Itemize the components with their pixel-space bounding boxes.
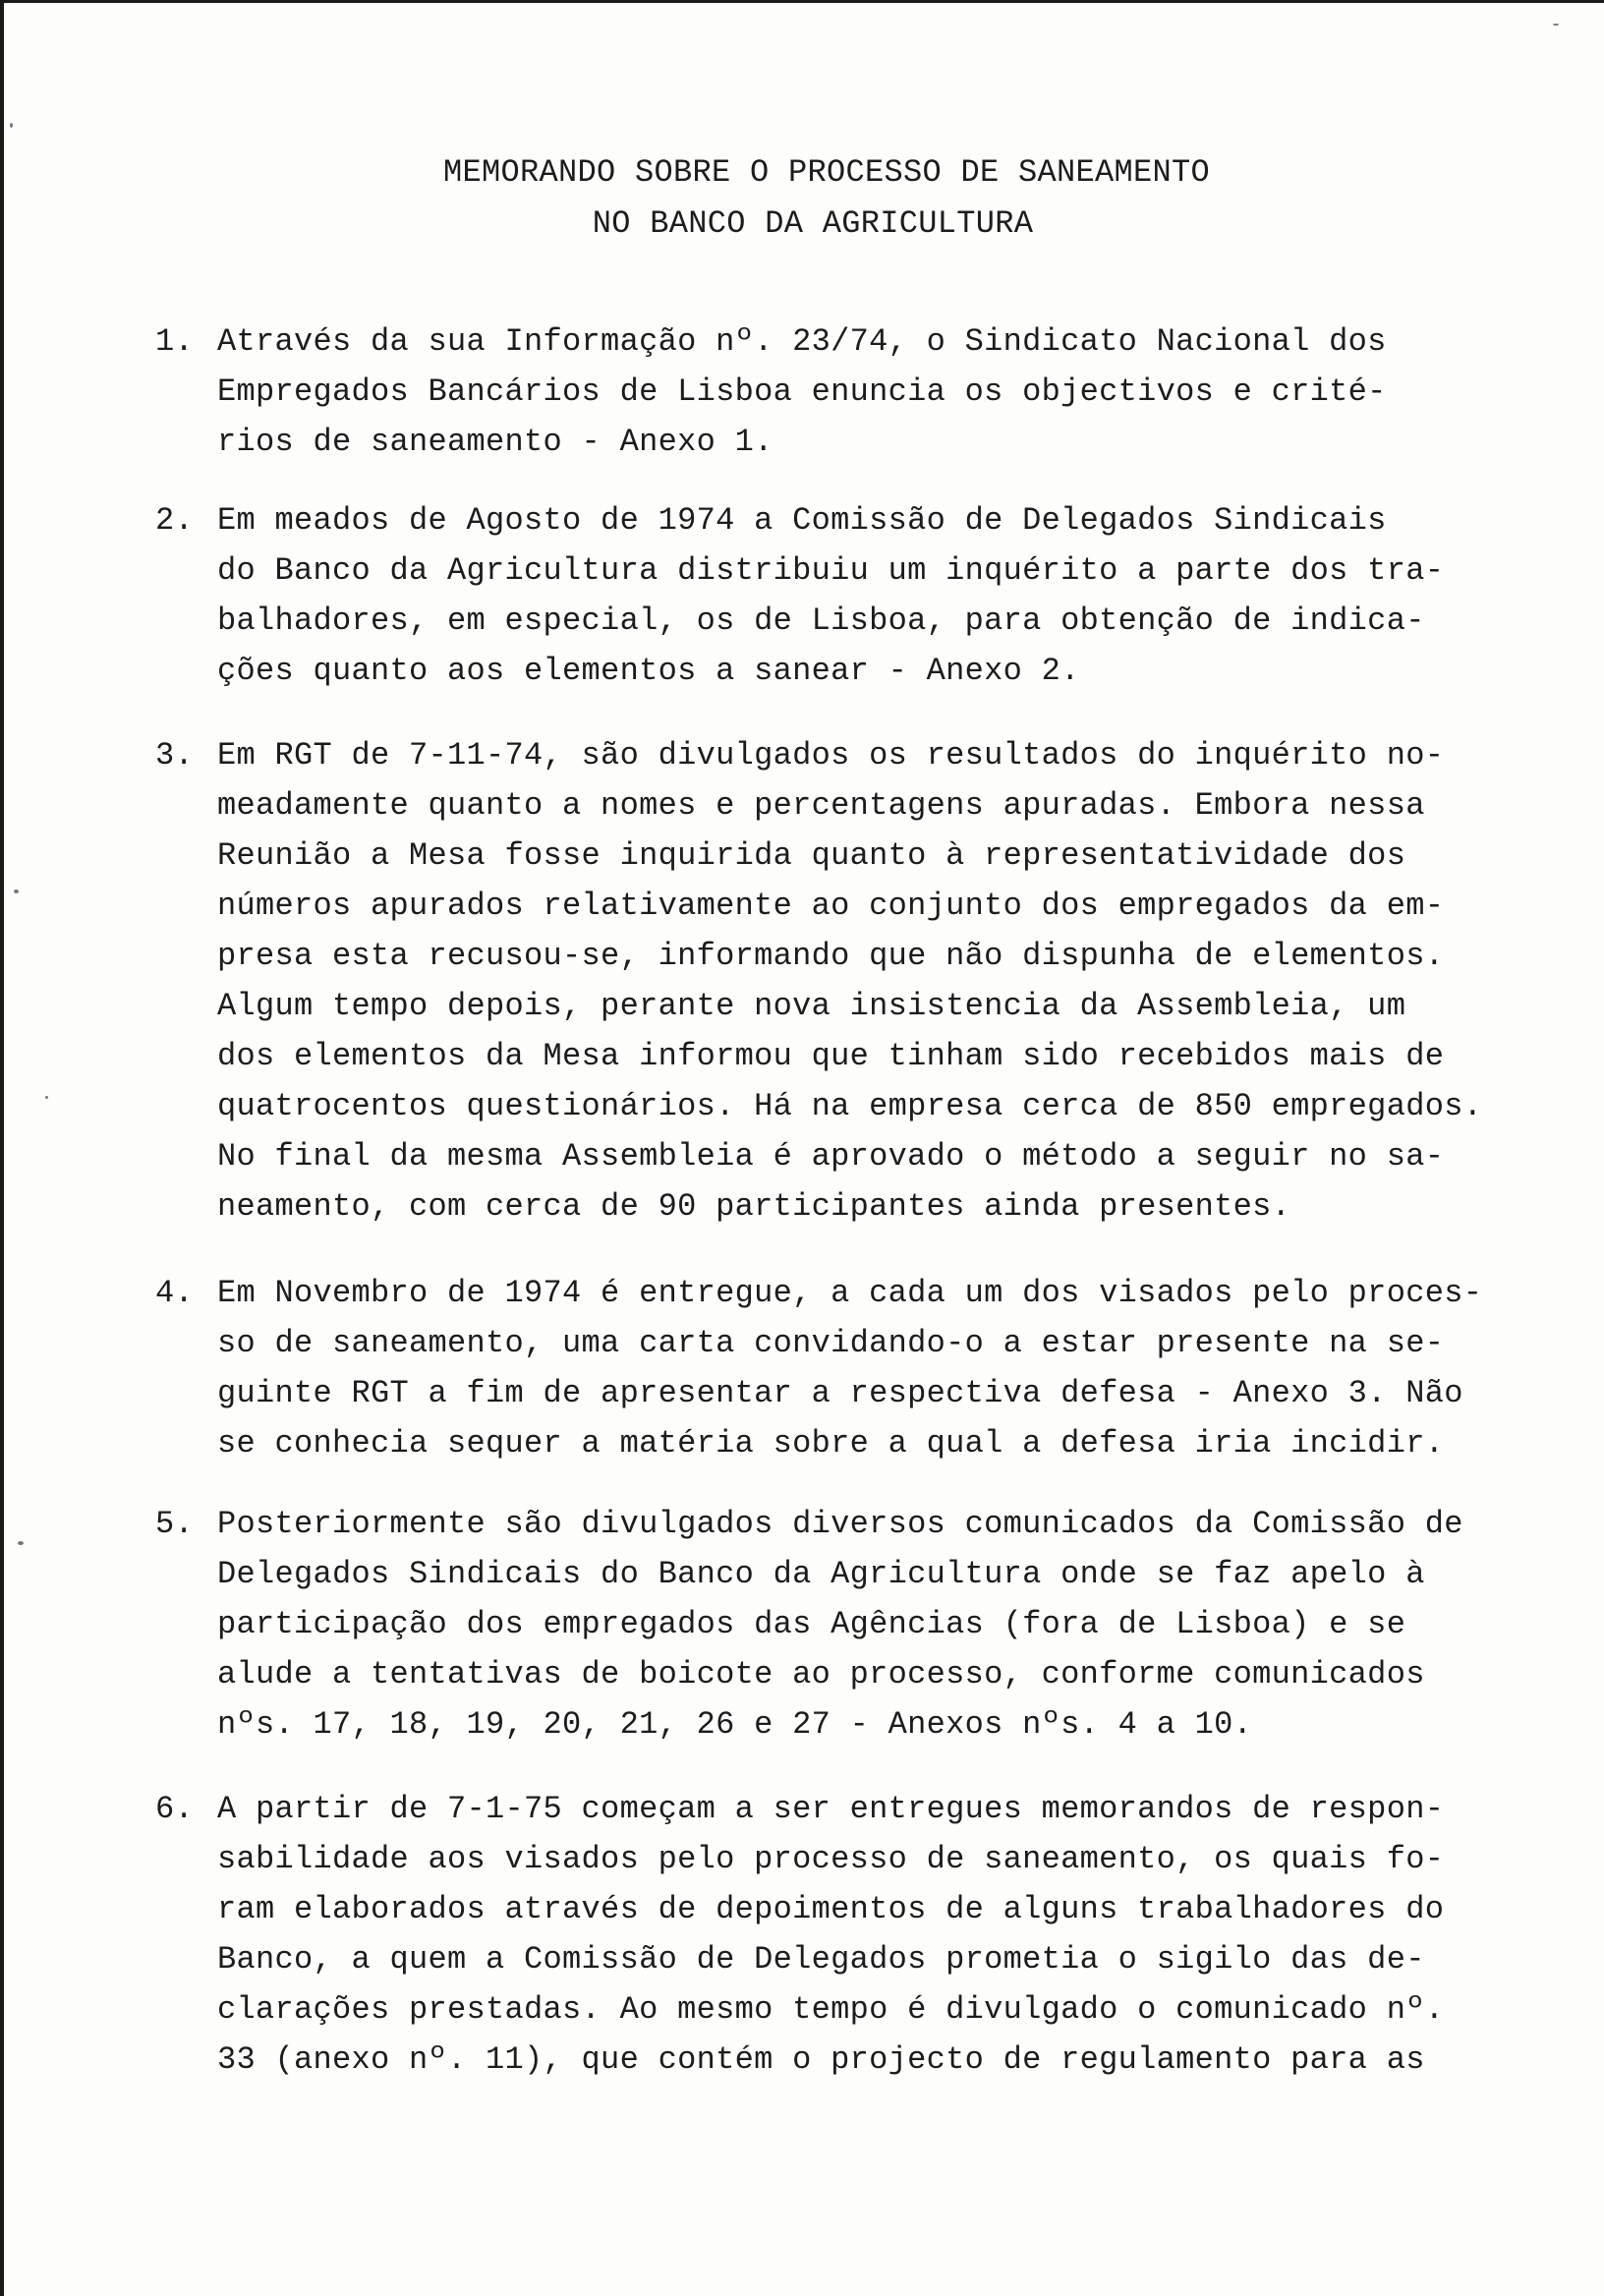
item-line: meadamente quanto a nomes e percentagens apuradas. Embora nessa bbox=[217, 787, 1425, 824]
item-line: dos elementos da Mesa informou que tinham sido recebidos mais de bbox=[217, 1038, 1445, 1074]
title-line-1: MEMORANDO SOBRE O PROCESSO DE SANEAMENTO bbox=[442, 154, 1211, 191]
scan-speck bbox=[18, 1541, 24, 1545]
item-number: 4. bbox=[155, 1275, 195, 1311]
item-line: sabilidade aos visados pelo processo de saneamento, os quais fo- bbox=[217, 1841, 1445, 1877]
item-number: 1. bbox=[155, 323, 195, 360]
item-number: 2. bbox=[155, 502, 195, 539]
memo-title bbox=[0, 147, 1604, 250]
item-line: balhadores, em especial, os de Lisboa, para obtenção de indica- bbox=[217, 603, 1425, 639]
item-line: Posteriormente são divulgados diversos comunicados da Comissão de bbox=[217, 1506, 1463, 1542]
item-line: se conhecia sequer a matéria sobre a qual a defesa iria incidir. bbox=[217, 1425, 1445, 1462]
item-line: Reunião a Mesa fosse inquirida quanto à representatividade dos bbox=[217, 837, 1406, 874]
item-line: guinte RGT a fim de apresentar a respectiva defesa - Anexo 3. Não bbox=[217, 1375, 1463, 1411]
item-line: Em RGT de 7-11-74, são divulgados os resultados do inquérito no- bbox=[217, 737, 1445, 774]
title-line-2: NO BANCO DA AGRICULTURA bbox=[592, 205, 1034, 242]
scan-speck bbox=[10, 123, 13, 128]
item-text bbox=[217, 1499, 1574, 1750]
item-line: do Banco da Agricultura distribuiu um inquérito a parte dos tra- bbox=[217, 552, 1445, 589]
item-line: nºs. 17, 18, 19, 20, 21, 26 e 27 - Anexos nºs. 4 a 10. bbox=[217, 1706, 1253, 1743]
item-line: neamento, com cerca de 90 participantes ainda presentes. bbox=[217, 1188, 1291, 1225]
item-line: presa esta recusou-se, informando que não dispunha de elementos. bbox=[217, 938, 1445, 974]
item-line: ram elaborados através de depoimentos de alguns trabalhadores do bbox=[217, 1891, 1445, 1927]
item-line: alude a tentativas de boicote ao processo, conforme comunicados bbox=[217, 1656, 1425, 1693]
page-top-edge bbox=[0, 0, 1604, 3]
scan-speck bbox=[14, 890, 19, 893]
item-line: Banco, a quem a Comissão de Delegados prometia o sigilo das de- bbox=[217, 1941, 1425, 1978]
item-line: Empregados Bancários de Lisboa enuncia os objectivos e crité- bbox=[217, 373, 1387, 410]
item-line: No final da mesma Assembleia é aprovado o método a seguir no sa- bbox=[217, 1138, 1445, 1175]
item-line: A partir de 7-1-75 começam a ser entregues memorandos de respon- bbox=[217, 1791, 1445, 1827]
item-line: participação dos empregados das Agências (fora de Lisboa) e se bbox=[217, 1606, 1406, 1642]
item-line: 33 (anexo nº. 11), que contém o projecto de regulamento para as bbox=[217, 2041, 1425, 2078]
item-line: Algum tempo depois, perante nova insistencia da Assembleia, um bbox=[217, 988, 1406, 1024]
item-number: 3. bbox=[155, 737, 195, 774]
scan-speck bbox=[45, 1096, 48, 1099]
item-line: so de saneamento, uma carta convidando-o a estar presente na se- bbox=[217, 1325, 1445, 1361]
item-text bbox=[217, 1784, 1574, 2085]
item-number: 6. bbox=[155, 1791, 195, 1827]
item-line: Em Novembro de 1974 é entregue, a cada um dos visados pelo proces- bbox=[217, 1275, 1483, 1311]
item-line: ções quanto aos elementos a sanear - Anexo 2. bbox=[217, 653, 1080, 689]
item-text bbox=[217, 1268, 1574, 1468]
item-text bbox=[217, 316, 1574, 467]
item-line: Delegados Sindicais do Banco da Agricultura onde se faz apelo à bbox=[217, 1556, 1425, 1592]
item-number: 5. bbox=[155, 1506, 195, 1542]
page-left-edge bbox=[0, 0, 4, 2296]
item-text bbox=[217, 495, 1574, 696]
item-line: números apurados relativamente ao conjunto dos empregados da em- bbox=[217, 888, 1445, 924]
item-line: Em meados de Agosto de 1974 a Comissão de Delegados Sindicais bbox=[217, 502, 1387, 539]
item-line: quatrocentos questionários. Há na empresa cerca de 850 empregados. bbox=[217, 1088, 1483, 1124]
item-line: clarações prestadas. Ao mesmo tempo é divulgado o comunicado nº. bbox=[217, 1991, 1445, 2028]
item-line: rios de saneamento - Anexo 1. bbox=[217, 424, 773, 460]
item-line: Através da sua Informação nº. 23/74, o Sindicato Nacional dos bbox=[217, 323, 1387, 360]
item-text bbox=[217, 730, 1574, 1232]
scan-speck bbox=[1553, 24, 1559, 26]
